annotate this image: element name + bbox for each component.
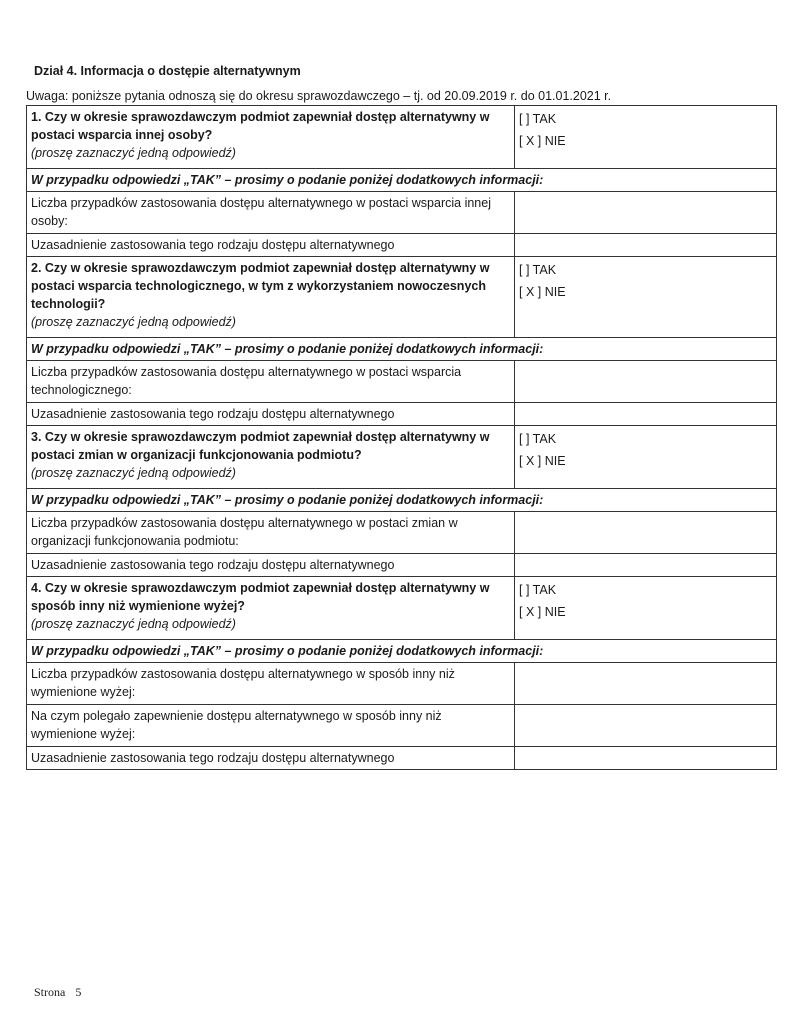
conditional-banner: W przypadku odpowiedzi „TAK” – prosimy o podanie poniżej dodatkowych informacji: bbox=[27, 338, 777, 361]
conditional-banner-row bbox=[27, 338, 777, 361]
field-value[interactable] bbox=[515, 705, 777, 747]
field-value[interactable] bbox=[515, 361, 777, 403]
question-cell bbox=[27, 257, 515, 338]
question-cell bbox=[27, 577, 515, 640]
field-label: Liczba przypadków zastosowania dostępu alternatywnego w postaci zmian w organizacji funkcjonowania podmiotu: bbox=[27, 512, 515, 554]
option-yes-checkbox[interactable]: [ ] TAK bbox=[519, 583, 557, 597]
question-hint: (proszę zaznaczyć jedną odpowiedź) bbox=[31, 315, 236, 329]
field-label: Uzasadnienie zastosowania tego rodzaju dostępu alternatywnego bbox=[27, 747, 515, 770]
field-row bbox=[27, 192, 777, 234]
conditional-banner: W przypadku odpowiedzi „TAK” – prosimy o podanie poniżej dodatkowych informacji: bbox=[27, 489, 777, 512]
field-row bbox=[27, 512, 777, 554]
option-no-checkbox[interactable]: [ X ] NIE bbox=[519, 605, 566, 619]
field-row bbox=[27, 663, 777, 705]
question-hint: (proszę zaznaczyć jedną odpowiedź) bbox=[31, 146, 236, 160]
conditional-banner-row bbox=[27, 640, 777, 663]
field-row bbox=[27, 234, 777, 257]
page-footer bbox=[34, 985, 81, 1000]
question-row bbox=[27, 257, 777, 338]
option-no-checkbox[interactable]: [ X ] NIE bbox=[519, 285, 566, 299]
field-label: Na czym polegało zapewnienie dostępu alternatywnego w sposób inny niż wymienione wyżej: bbox=[27, 705, 515, 747]
field-value[interactable] bbox=[515, 554, 777, 577]
option-yes-checkbox[interactable]: [ ] TAK bbox=[519, 263, 557, 277]
question-text: 1. Czy w okresie sprawozdawczym podmiot zapewniał dostęp alternatywny w postaci wsparcia innej osoby? bbox=[31, 110, 490, 142]
answer-options bbox=[515, 426, 777, 489]
field-value[interactable] bbox=[515, 192, 777, 234]
field-value[interactable] bbox=[515, 747, 777, 770]
answer-options bbox=[515, 106, 777, 169]
conditional-banner-row bbox=[27, 169, 777, 192]
question-row bbox=[27, 426, 777, 489]
option-no-checkbox[interactable]: [ X ] NIE bbox=[519, 134, 566, 148]
field-row bbox=[27, 747, 777, 770]
field-value[interactable] bbox=[515, 403, 777, 426]
conditional-banner: W przypadku odpowiedzi „TAK” – prosimy o podanie poniżej dodatkowych informacji: bbox=[27, 169, 777, 192]
field-label: Uzasadnienie zastosowania tego rodzaju dostępu alternatywnego bbox=[27, 554, 515, 577]
field-label: Uzasadnienie zastosowania tego rodzaju dostępu alternatywnego bbox=[27, 403, 515, 426]
reporting-period-note: Uwaga: poniższe pytania odnoszą się do okresu sprawozdawczego – tj. od 20.09.2019 r. do 01.01.2021 r. bbox=[26, 89, 612, 103]
answer-options bbox=[515, 577, 777, 640]
page-label: Strona bbox=[34, 985, 66, 999]
question-row bbox=[27, 577, 777, 640]
survey-table bbox=[26, 105, 777, 770]
field-row bbox=[27, 361, 777, 403]
field-label: Liczba przypadków zastosowania dostępu alternatywnego w sposób inny niż wymienione wyżej: bbox=[27, 663, 515, 705]
conditional-banner-row bbox=[27, 489, 777, 512]
question-cell bbox=[27, 106, 515, 169]
field-label: Uzasadnienie zastosowania tego rodzaju dostępu alternatywnego bbox=[27, 234, 515, 257]
page-number: 5 bbox=[75, 985, 82, 999]
option-yes-checkbox[interactable]: [ ] TAK bbox=[519, 432, 557, 446]
field-label: Liczba przypadków zastosowania dostępu alternatywnego w postaci wsparcia technologicznego: bbox=[27, 361, 515, 403]
answer-options bbox=[515, 257, 777, 338]
field-value[interactable] bbox=[515, 234, 777, 257]
field-value[interactable] bbox=[515, 663, 777, 705]
conditional-banner: W przypadku odpowiedzi „TAK” – prosimy o podanie poniżej dodatkowych informacji: bbox=[27, 640, 777, 663]
field-label: Liczba przypadków zastosowania dostępu alternatywnego w postaci wsparcia innej osoby: bbox=[27, 192, 515, 234]
question-cell bbox=[27, 426, 515, 489]
question-text: 4. Czy w okresie sprawozdawczym podmiot zapewniał dostęp alternatywny w sposób inny niż wymienione wyżej? bbox=[31, 581, 490, 613]
question-hint: (proszę zaznaczyć jedną odpowiedź) bbox=[31, 617, 236, 631]
option-yes-checkbox[interactable]: [ ] TAK bbox=[519, 112, 557, 126]
section-heading: Dział 4. Informacja o dostępie alternatywnym bbox=[34, 64, 301, 78]
question-text: 3. Czy w okresie sprawozdawczym podmiot zapewniał dostęp alternatywny w postaci zmian w organizacji funkcjonowania podmiotu? bbox=[31, 430, 490, 462]
question-text: 2. Czy w okresie sprawozdawczym podmiot zapewniał dostęp alternatywny w postaci wsparcia technologicznego, w tym z wykorzystaniem nowoczesnych technologii? bbox=[31, 261, 490, 311]
question-hint: (proszę zaznaczyć jedną odpowiedź) bbox=[31, 466, 236, 480]
option-no-checkbox[interactable]: [ X ] NIE bbox=[519, 454, 566, 468]
field-row bbox=[27, 403, 777, 426]
question-row bbox=[27, 106, 777, 169]
field-value[interactable] bbox=[515, 512, 777, 554]
field-row bbox=[27, 705, 777, 747]
field-row bbox=[27, 554, 777, 577]
